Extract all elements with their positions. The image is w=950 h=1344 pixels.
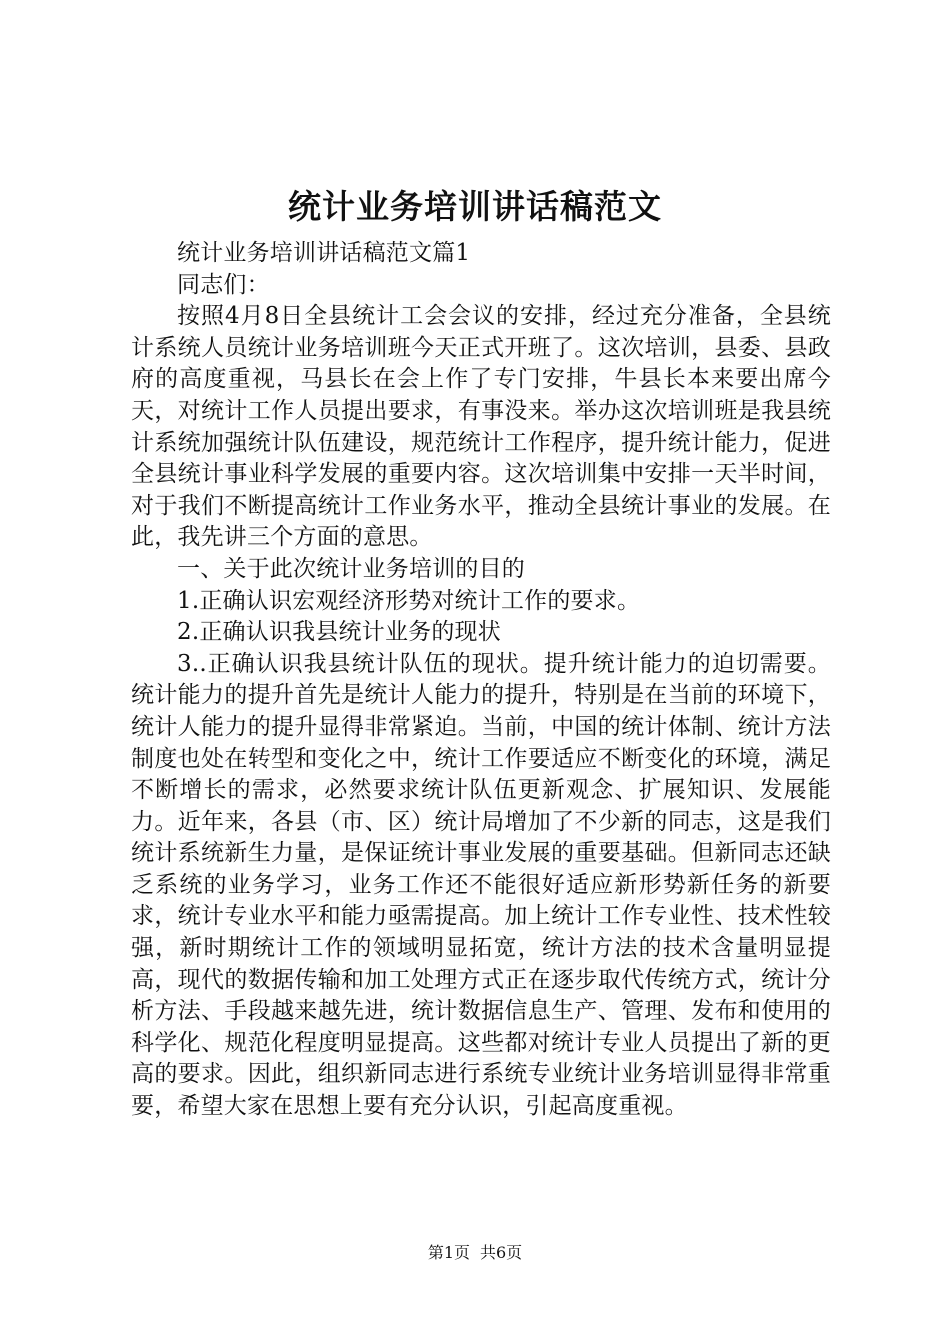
section-heading-paragraph: 统计业务培训讲话稿范文篇1	[177, 240, 471, 266]
point-one-paragraph: 1.正确认识宏观经济形势对统计工作的要求。	[177, 587, 641, 614]
document-body	[131, 238, 831, 1123]
intro-paragraph: 按照4月8日全县统计工会会议的安排，经过充分准备，全县统计系统人员统计业务培训班今天正式开班了。这次培训，县委、县政府的高度重视，马县长在会上作了专门安排，牛县长本来要出席今天，对统计工作人员提出要求，有事没来。举办这次培训班是我县统计系统加强统计队伍建设，规范统计工作程序，提升统计能力，促进全县统计事业科学发展的重要内容。这次培训集中安排一天半时间，对于我们不断提高统计工作业务水平，推动全县统计事业的发展。在此，我先讲三个方面的意思。	[131, 303, 831, 551]
page-footer	[0, 1242, 950, 1264]
document-title: 统计业务培训讲话稿范文	[288, 187, 662, 226]
page-number: 第1页	[427, 1243, 470, 1262]
point-two-paragraph: 2.正确认识我县统计业务的现状	[177, 619, 501, 646]
page-total: 共6页	[480, 1243, 523, 1262]
section-one-heading: 一、关于此次统计业务培训的目的	[177, 555, 525, 582]
point-three-paragraph: 3..正确认识我县统计队伍的现状。提升统计能力的迫切需要。统计能力的提升首先是统计人能力的提升，特别是在当前的环境下，统计人能力的提升显得非常紧迫。当前，中国的统计体制、统计方法制度也处在转型和变化之中，统计工作要适应不断变化的环境，满足不断增长的需求，必然要求统计队伍更新观念、扩展知识、发展能力。近年来，各县（市、区）统计局增加了不少新的同志，这是我们统计系统新生力量，是保证统计事业发展的重要基础。但新同志还缺乏系统的业务学习，业务工作还不能很好适应新形势新任务的新要求，统计专业水平和能力亟需提高。加上统计工作专业性、技术性较强，新时期统计工作的领域明显拓宽，统计方法的技术含量明显提高，现代的数据传输和加工处理方式正在逐步取代传统方式，统计分析方法、手段越来越先进，统计数据信息生产、管理、发布和使用的科学化、规范化程度明显提高。这些都对统计专业人员提出了新的更高的要求。因此，组织新同志进行系统专业统计业务培训显得非常重要，希望大家在思想上要有充分认识，引起高度重视。	[131, 650, 831, 1120]
salutation-paragraph: 同志们：	[177, 271, 270, 298]
